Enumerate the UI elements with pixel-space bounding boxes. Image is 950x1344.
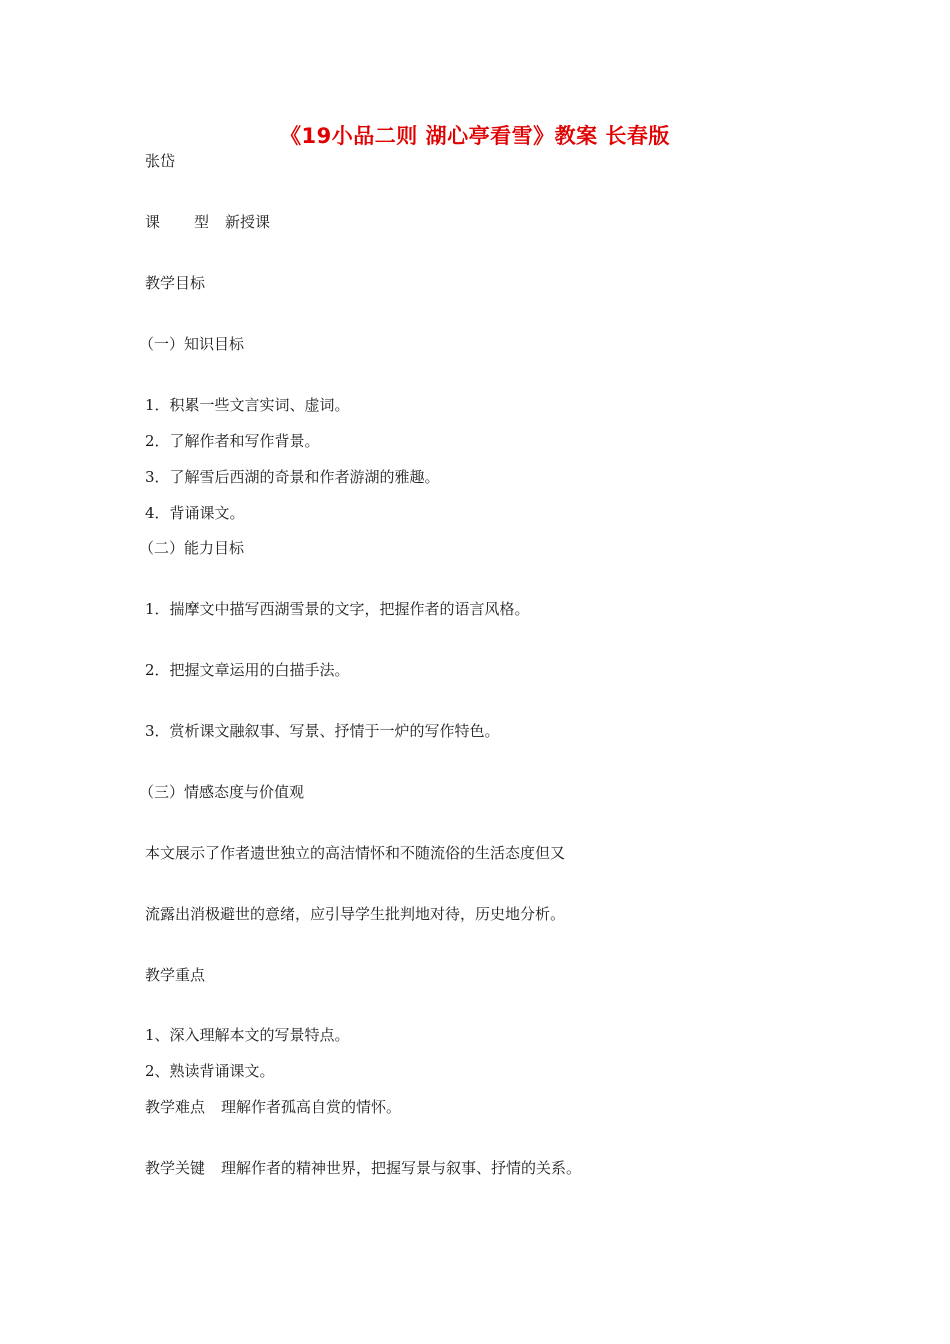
objectives-heading: 教学目标 [145,274,206,292]
document-title: 《19小品二则 湖心亭看雪》教案 长春版 [280,124,670,148]
key-point-item: 2、熟读背诵课文。 [145,1062,275,1080]
ability-item: 1．揣摩文中描写西湖雪景的文字，把握作者的语言风格。 [145,600,530,618]
difficulty-text: 理解作者孤高自赏的情怀。 [221,1098,402,1116]
difficulty-label: 教学难点 [145,1098,206,1116]
key-label: 教学关键 [145,1159,206,1177]
lesson-type-label-b: 型 [194,213,210,231]
knowledge-heading: （一）知识目标 [139,335,245,353]
knowledge-item: 2．了解作者和写作背景。 [145,432,320,450]
lesson-type-value: 新授课 [225,213,271,231]
emotion-paragraph-line: 本文展示了作者遗世独立的高洁情怀和不随流俗的生活态度但又 [145,844,566,862]
emotion-paragraph-line: 流露出消极避世的意绪，应引导学生批判地对待，历史地分析。 [145,905,566,923]
emotion-heading: （三）情感态度与价值观 [139,783,305,801]
ability-heading: （二）能力目标 [139,539,245,557]
ability-item: 3．赏析课文融叙事、写景、抒情于一炉的写作特色。 [145,722,500,740]
ability-item: 2．把握文章运用的白描手法。 [145,661,350,679]
knowledge-item: 4．背诵课文。 [145,504,245,522]
key-text: 理解作者的精神世界，把握写景与叙事、抒情的关系。 [221,1159,582,1177]
knowledge-item: 1．积累一些文言实词、虚词。 [145,396,350,414]
knowledge-item: 3．了解雪后西湖的奇景和作者游湖的雅趣。 [145,468,440,486]
key-row [145,1158,581,1178]
lesson-type-label-a: 课 [145,213,161,231]
key-point-item: 1、深入理解本文的写景特点。 [145,1026,350,1044]
difficulty-row [145,1097,401,1117]
author: 张岱 [145,152,176,170]
key-points-heading: 教学重点 [145,966,206,984]
lesson-type-row [145,212,270,232]
